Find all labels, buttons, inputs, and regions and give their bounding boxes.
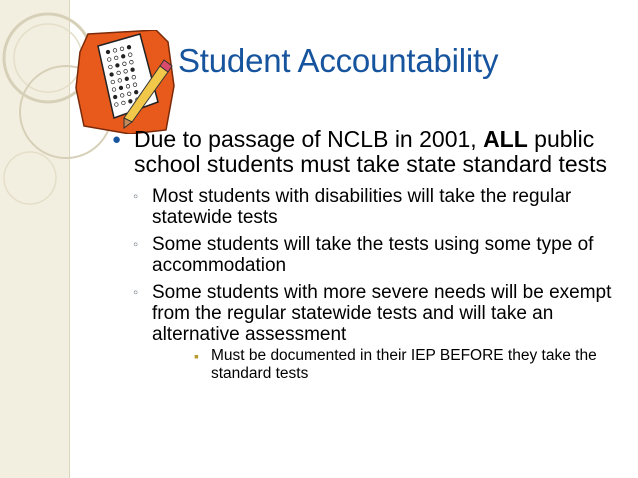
answer-bubble bbox=[121, 55, 125, 59]
sub-bullet-text: Some students with more severe needs will be exempt from the regular statewide tests and will take an alternative assessment bbox=[152, 282, 612, 345]
bullet-level1 bbox=[112, 127, 632, 177]
answer-bubble bbox=[110, 73, 114, 77]
answer-bubble bbox=[116, 64, 120, 68]
slide-body bbox=[112, 127, 632, 389]
answer-bubble bbox=[125, 77, 129, 81]
answer-bubble bbox=[131, 68, 135, 72]
answer-bubble bbox=[134, 90, 138, 94]
bullet-bold-text: ALL bbox=[483, 126, 528, 152]
bullet-level2 bbox=[112, 282, 632, 383]
answer-bubble bbox=[106, 50, 110, 54]
answer-bubble bbox=[127, 45, 131, 49]
sub-bullet-text: Most students with disabilities will take the regular statewide tests bbox=[152, 186, 572, 228]
sub-sub-bullet-text: Must be documented in their IEP BEFORE they take the standard tests bbox=[211, 347, 597, 382]
test-answer-sheet-pencil-icon bbox=[74, 30, 178, 134]
bullet-level3 bbox=[152, 347, 632, 383]
slide-title: Student Accountability bbox=[178, 42, 499, 79]
answer-bubble bbox=[119, 86, 123, 90]
bullet-level2 bbox=[112, 234, 632, 276]
bullet-level2 bbox=[112, 186, 632, 228]
answer-bubble bbox=[113, 95, 117, 99]
bullet-text-start: Due to passage of NCLB in 2001, bbox=[134, 126, 484, 152]
l2-bullet-icon: ◦ bbox=[133, 188, 139, 205]
answer-bubble bbox=[129, 100, 133, 104]
bullet-text-end: public school students must take state standard tests bbox=[134, 126, 608, 177]
sub-bullet-text: Some students will take the tests using some type of accommodation bbox=[152, 234, 594, 276]
l2-bullet-icon: ◦ bbox=[133, 236, 139, 253]
l1-bullet-icon: ● bbox=[112, 131, 122, 148]
l3-bullet-icon: ▪ bbox=[194, 348, 199, 364]
l2-bullet-icon: ◦ bbox=[133, 284, 139, 301]
